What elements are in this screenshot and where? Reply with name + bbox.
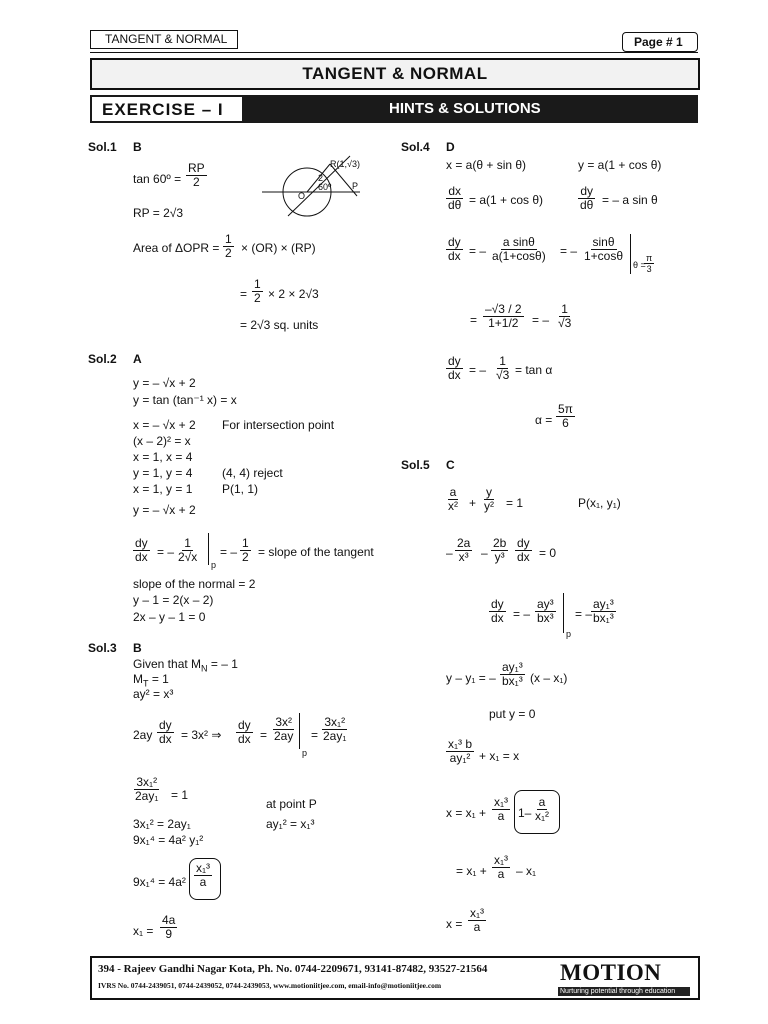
sol3-frac4: $\frac{\text{3x₁²}}{\text{2ay₁}}$ [323,715,347,743]
sol1-line2: RP = 2√3 [133,206,184,220]
sol5-frac8: $\frac{\text{x₁³}}{a}$ [494,853,509,881]
sol5-line1c: P(x₁, y₁) [578,496,621,510]
sol4-eq4: = – [532,313,550,327]
sol2-line3c: For intersection point [222,418,335,432]
sol1-line1: tan 60º = [133,172,182,186]
sol5-eq1: = – [513,607,531,621]
sol3-line4a: 2ay [133,728,153,742]
sol3-answer: B [133,641,142,655]
sol5-line8a: = x₁ + [456,864,487,878]
sol2-line10: slope of the normal = 2 [133,577,256,591]
sol3-line3: ay² = x³ [133,687,174,701]
sol4-at-frac: $\frac{\pi}{3}$ [646,253,653,274]
sol1-answer: B [133,140,142,154]
sol3-line6: 3x₁² = 2ay₁ [133,817,191,831]
sol1-line4a: = [240,287,248,301]
chapter-tag-text: TANGENT & NORMAL [105,32,228,46]
fig-label-o: O [298,191,306,201]
sol2-dydx: $\frac{dy}{dx}$ [135,536,148,564]
sol5-frac3b: $\frac{\text{ay₁³}}{\text{bx₁³}}$ [593,597,614,625]
sol4-line6a: α = [535,413,553,427]
exercise-title: EXERCISE – I [102,100,224,119]
sol5-frac4: $\frac{\text{ay₁³}}{\text{bx₁³}}$ [502,660,523,688]
sol3-frac5: $\frac{\text{3x₁²}}{\text{2ay₁}}$ [135,775,159,803]
sol2-line6: y = 1, y = 4 [133,466,193,480]
sol4-line5b: = tan α [515,363,553,377]
sol2-p: p [211,560,217,570]
sol5-line6b: + x₁ = x [479,749,520,763]
sol2-eq1: = – [157,545,175,559]
sol2-line6c: (4, 4) reject [222,466,283,480]
sol4-evalbar [630,234,631,274]
sol3-p: p [302,748,308,758]
sol5-line9a: x = [446,917,463,931]
sol4-line2b: = a(1 + cos θ) [469,193,544,207]
sol2-frac2: $\frac{1}{2√x}$ [178,536,198,564]
footer-text [98,963,554,990]
motion-tagline-bar [558,987,690,996]
sol3-line5b: = 1 [171,788,189,802]
sol4-eq2: = – [560,244,578,258]
exercise-box [92,97,242,121]
sol5-frac2b: $\frac{2b}{\text{y³}}$ [493,536,507,564]
page-label-box [622,32,698,52]
sol5-frac2a: $\frac{2a}{\text{x³}}$ [457,536,471,564]
sol5-frac9: $\frac{\text{x₁³}}{a}$ [470,906,485,934]
sol2-eq2: = – [220,545,238,559]
sol2-line5: x = 1, x = 4 [133,450,193,464]
sol2-line3: x = – √x + 2 [133,418,196,432]
sol3-dydx1: $\frac{dy}{dx}$ [159,718,172,746]
fig-label-2: 2 [318,173,324,183]
sol2-tail: = slope of the tangent [258,545,374,559]
motion-logo-text: MOTION [560,960,662,985]
sol5-dydx: $\frac{dy}{dx}$ [491,597,504,625]
sol2-line2: y = tan (tan⁻¹ x) = x [133,393,237,407]
sol1-line3a: Area of ΔOPR = [133,241,220,255]
page-title: TANGENT & NORMAL [302,64,488,83]
sol2-line1: y = – √x + 2 [133,376,196,390]
sol1-frac4: $\frac{1}{2}$ [254,277,261,305]
sol5-evalbar [563,593,564,633]
sol3-eq1: = [260,728,268,742]
sol3-evalbar [299,713,300,749]
footer-address: 394 - Rajeev Gandhi Nagar Kota, Ph. No. 0744-2209671, 93141-87482, 93527-21564 [98,963,488,975]
sol4-eq5: = – [469,363,487,377]
sol5-line5: put y = 0 [489,707,536,721]
sol5-eq2: = – [575,607,593,621]
sol5-line8b: – x₁ [516,864,537,878]
sol5-minus1: – [446,546,453,560]
sol3-eq2: = [311,728,319,742]
chapter-tag [90,30,238,49]
sol1-frac3: $\frac{1}{2}$ [225,232,232,260]
sol4-frac4a: $\frac{-√3 / 2}{1+1/2}$ [485,302,522,330]
sol5-line4a: y – y₁ = – [446,671,496,685]
exercise-bar [90,95,698,123]
sol4-answer: D [446,140,455,154]
sol3-line7: 9x₁⁴ = 4a² y₁² [133,833,204,847]
sol4-frac5: $\frac{1}{√3}$ [496,354,510,382]
sol5-line7a: x = x₁ + [446,806,487,820]
sol4-line1b: y = a(1 + cos θ) [578,158,662,172]
sol5-frac7: $\frac{\text{x₁³}}{a}$ [494,795,509,823]
sol5-p: p [566,629,572,639]
sol3-line8a: 9x₁⁴ = 4a² [133,875,186,889]
sol4-dydt: $\frac{dy}{d\theta}$ [580,184,594,212]
sol4-line2c: = – a sin θ [602,193,658,207]
sol5-line7in: 1– [518,806,532,820]
sol3-label: Sol.3 [88,641,117,655]
footer-ivrs: IVRS No. 0744-2439051, 0744-2439052, 0744-2439053, www.motioniitjee.com, email-info@motioniitjee.com [98,981,442,990]
sol3-dydx2: $\frac{dy}{dx}$ [238,718,251,746]
sol1-line4b: × 2 × 2√3 [268,287,319,301]
sol5-label: Sol.5 [401,458,430,472]
sol1-line5: = 2√3 sq. units [240,318,319,332]
sol2-line12: 2x – y – 1 = 0 [133,610,206,624]
fig-label-60: 60º [318,182,332,192]
sol3-line1: Given that $M_N$ = – 1 [133,657,238,674]
sol5-line1b: = 1 [506,496,524,510]
sol2-frac3: $\frac{1}{2}$ [242,536,249,564]
sol4-dydx: $\frac{dy}{dx}$ [448,235,461,263]
sol2-line7: x = 1, y = 1 [133,482,193,496]
sol4-dxdt: $\frac{dx}{d\theta}$ [448,184,462,212]
sol2-line7c: P(1, 1) [222,482,259,496]
sol1-label: Sol.1 [88,140,117,154]
sol2-label: Sol.2 [88,352,117,366]
sol3-frac3: $\frac{\text{3x²}}{2ay}$ [274,715,294,743]
sol4-dydx2: $\frac{dy}{dx}$ [448,354,461,382]
sol2-evalbar [208,533,209,565]
fig-label-p: P [352,181,359,191]
sol5-plus: + [469,496,477,510]
sol2-answer: A [133,352,142,366]
sol3-line6c: ay₁² = x₁³ [266,817,315,831]
sol5-line2b: = 0 [539,546,557,560]
sol4-frac6: $\frac{5\pi}{6}$ [558,402,573,430]
sol4-at: θ = [633,260,646,270]
sol3-line5c: at point P [266,797,317,811]
sol5-frac3a: $\frac{\text{ay³}}{\text{bx³}}$ [537,597,554,625]
sol2-line8: y = – √x + 2 [133,503,196,517]
page-label: Page # 1 [634,35,683,49]
sol5-line4b: (x – x₁) [530,671,568,685]
sol3-line4b: = 3x² ⇒ [181,728,222,742]
sol3-frac8: $\frac{\text{x₁³}}{a}$ [196,861,211,889]
sol3-line2: $M_T = 1$ [133,672,169,689]
sol1-frac1: $\frac{RP}{2}$ [188,161,205,189]
sol5-frac1a: $\frac{a}{\text{x²}}$ [448,485,458,513]
sol4-eq1: = – [469,244,487,258]
sol3-frac9: $\frac{4a}{9}$ [162,913,176,941]
sol5-frac7b: $\frac{a}{\text{x₁²}}$ [535,795,550,823]
sol4-frac4b: $\frac{1}{√3}$ [558,302,572,330]
sol4-frac3b: $\frac{\sin\theta}{1+\cos\theta}$ [584,235,624,263]
sol4-line1: x = a(θ + sin θ) [446,158,527,172]
footer-box [90,956,700,1000]
sol5-minus2: – [481,546,488,560]
sol5-answer: C [446,458,455,472]
sol2-line4: (x – 2)² = x [133,434,191,448]
sol5-frac1b: $\frac{y}{\text{y²}}$ [484,485,494,513]
sol5-frac6: $\frac{\text{x₁³ b}}{\text{ay₁²}}$ [448,737,473,765]
fig-label-r: R(1,√3) [330,159,360,169]
sol3-line9a: x₁ = [133,924,154,938]
hints-title: HINTS & SOLUTIONS [389,100,541,117]
sol4-frac3a: $\frac{\text{a sinθ}}{a(1+\cos\theta)}$ [492,235,546,263]
sol2-line11: y – 1 = 2(x – 2) [133,593,214,607]
motion-logo [558,960,694,996]
sol1-line3b: × (OR) × (RP) [241,241,316,255]
sol4-eq3: = [470,313,478,327]
sol4-label: Sol.4 [401,140,430,154]
motion-tagline: Nurturing potential through education [560,988,676,995]
header-rule [90,52,698,53]
title-box [90,58,700,90]
sol5-frac2c: $\frac{dy}{dx}$ [517,536,530,564]
